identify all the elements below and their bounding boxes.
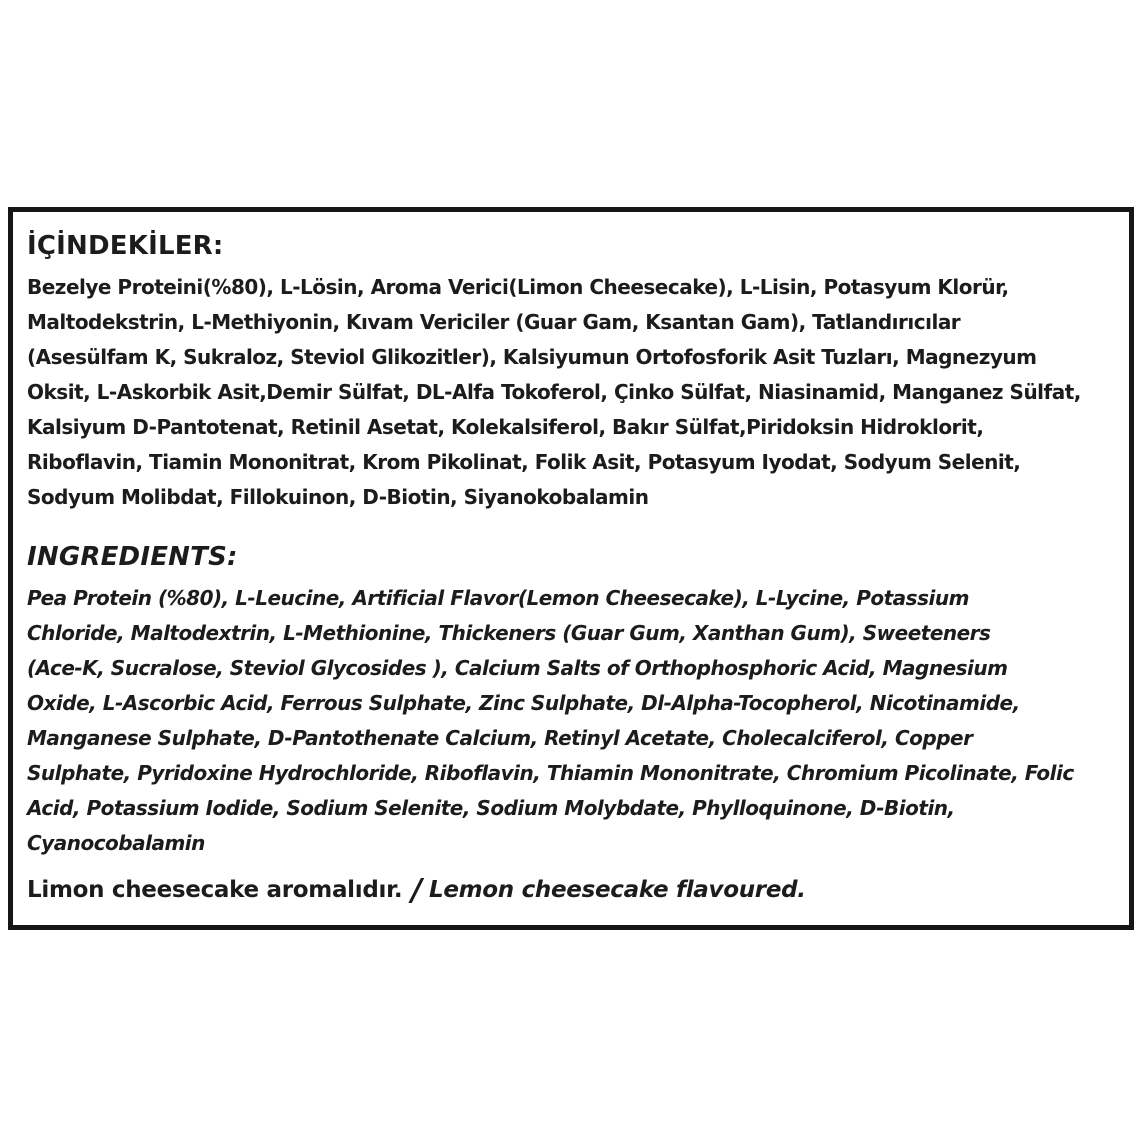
ingredient-text-line: Bezelye Proteini(%80), L-Lösin, Aroma Verici(Limon Cheesecake), L-Lisin, Potasyum Klorür, <box>27 275 1009 299</box>
ingredients-heading-turkish: İÇİNDEKİLER: <box>27 231 224 261</box>
ingredient-text-line: (Ace-K, Sucralose, Steviol Glycosides ), Calcium Salts of Orthophosphoric Acid, Magnesium <box>27 656 1008 680</box>
ingredient-text-line: Sulphate, Pyridoxine Hydrochloride, Riboflavin, Thiamin Mononitrate, Chromium Picolinate, Folic <box>27 761 1074 785</box>
flavour-note <box>27 875 1123 906</box>
ingredient-text-line: Kalsiyum D-Pantotenat, Retinil Asetat, Kolekalsiferol, Bakır Sülfat,Piridoksin Hidroklorit, <box>27 415 984 439</box>
flavour-note-turkish: Limon cheesecake aromalıdır. <box>27 877 403 903</box>
ingredient-text-line: Chloride, Maltodextrin, L-Methionine, Thickeners (Guar Gum, Xanthan Gum), Sweeteners <box>27 621 991 645</box>
section-ingredients-turkish <box>27 230 1123 515</box>
ingredient-text-line: Cyanocobalamin <box>27 831 205 855</box>
ingredient-text-line: (Asesülfam K, Sukraloz, Steviol Glikozitler), Kalsiyumun Ortofosforik Asit Tuzları, Magnezyum <box>27 345 1037 369</box>
ingredient-text-line: Riboflavin, Tiamin Mononitrat, Krom Pikolinat, Folik Asit, Potasyum Iyodat, Sodyum Selenit, <box>27 450 1021 474</box>
ingredient-text-line: Manganese Sulphate, D-Pantothenate Calcium, Retinyl Acetate, Cholecalciferol, Copper <box>27 726 973 750</box>
ingredients-list-turkish <box>27 270 1123 515</box>
ingredient-text-line: Sodyum Molibdat, Fillokuinon, D-Biotin, Siyanokobalamin <box>27 485 649 509</box>
ingredients-label-box <box>8 207 1134 930</box>
section-ingredients-english <box>27 541 1123 861</box>
ingredients-heading-english: INGREDIENTS: <box>27 542 238 572</box>
flavour-note-separator: / <box>411 873 422 908</box>
ingredient-text-line: Maltodekstrin, L-Methiyonin, Kıvam Vericiler (Guar Gam, Ksantan Gam), Tatlandırıcılar <box>27 310 961 334</box>
flavour-note-english: Lemon cheesecake flavoured. <box>428 877 806 903</box>
ingredients-list-english <box>27 581 1123 861</box>
ingredient-text-line: Oksit, L-Askorbik Asit,Demir Sülfat, DL-Alfa Tokoferol, Çinko Sülfat, Niasinamid, Manganez Sülfat, <box>27 380 1081 404</box>
ingredient-text-line: Pea Protein (%80), L-Leucine, Artificial Flavor(Lemon Cheesecake), L-Lycine, Potassium <box>27 586 969 610</box>
ingredient-text-line: Oxide, L-Ascorbic Acid, Ferrous Sulphate, Zinc Sulphate, Dl-Alpha-Tocopherol, Nicotinamide, <box>27 691 1020 715</box>
ingredient-text-line: Acid, Potassium Iodide, Sodium Selenite, Sodium Molybdate, Phylloquinone, D-Biotin, <box>27 796 955 820</box>
